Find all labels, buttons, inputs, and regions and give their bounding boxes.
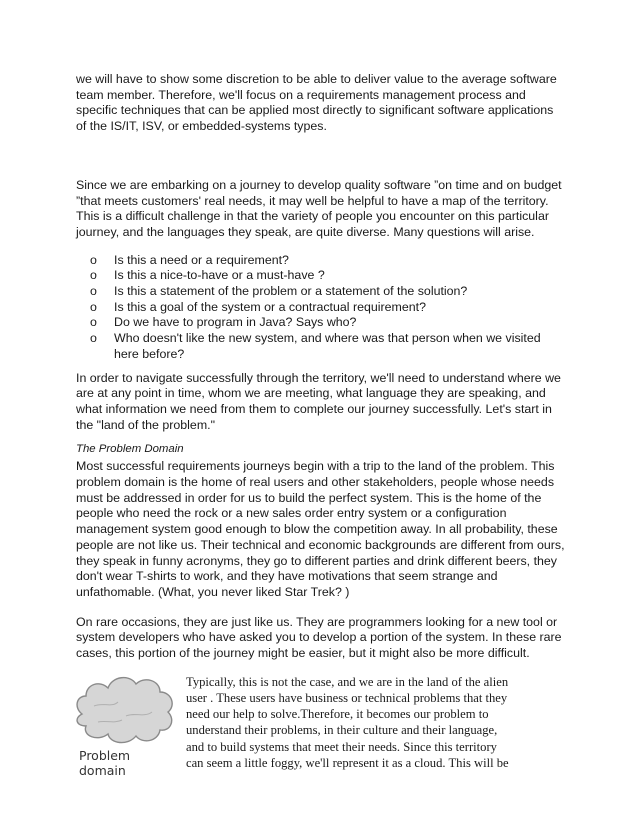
problem-domain-figure <box>68 672 180 778</box>
list-item: o Do we have to program in Java? Says who? <box>90 315 357 330</box>
paragraph-rare-occasions: On rare occasions, they are just like us. They are programmers looking for a new tool or system developers who have asked you to develop a portion of the system. In these rare cases, this portion of the journey might be easier, but it might also be more difficult. <box>76 614 562 661</box>
bullet-marker: o <box>90 299 97 314</box>
list-item: o Is this a goal of the system or a contractual requirement? <box>90 299 426 314</box>
bullet-marker: o <box>90 331 97 346</box>
list-item: o Who doesn't like the new system, and where was that person when we visited here before? <box>90 331 541 361</box>
list-item: o Is this a nice-to-have or a must-have ? <box>90 268 325 283</box>
bullet-marker: o <box>90 268 97 283</box>
list-item: o Is this a need or a requirement? <box>90 252 289 267</box>
paragraph-navigate: In order to navigate successfully through the territory, we'll need to understand where we are at any point in time, whom we are meeting, what language they are speaking, and what information we need from them to complete our journey successfully. Let's start in the "land of the problem." <box>76 370 561 432</box>
bullet-marker: o <box>90 252 97 267</box>
document-page <box>76 72 566 782</box>
figure-caption: Problem domain <box>79 747 131 778</box>
bullet-marker: o <box>90 315 97 330</box>
figure-row <box>76 672 566 782</box>
paragraph-problem-domain: Most successful requirements journeys begin with a trip to the land of the problem. This problem domain is the home of real users and other stakeholders, people whose needs must be addressed in order for us to build the perfect system. This is the home of the people who need the rock or a new sales order entry system or a configuration management system good enough to blow the competition away. In all probability, these people are not like us. Their technical and economic backgrounds are different from ours, they speak in funny acronyms, they go to different parties and drink different beers, they don't wear T-shirts to work, and they have motivations that seem strange and unfathomable. (What, you never liked Star Trek? ) <box>76 459 565 599</box>
section-heading: The Problem Domain <box>76 443 184 456</box>
cloud-icon <box>68 672 180 752</box>
paragraph-intro: we will have to show some discretion to be able to deliver value to the average software team member. Therefore, we'll focus on a requirements management process and specific techniques that can be applied most directly to significant software applications of the IS/IT, ISV, or embedded-systems types. <box>76 72 557 134</box>
paragraph-journey: Since we are embarking on a journey to develop quality software ”on time and on budget ”that meets customers' real needs, it may well be helpful to have a map of the territory. This is a difficult challenge in that the variety of people you encounter on this particular journey, and the languages they speak, are quite diverse. Many questions will arise. <box>76 177 562 239</box>
list-item: o Is this a statement of the problem or a statement of the solution? <box>90 284 468 299</box>
bullet-marker: o <box>90 284 97 299</box>
questions-list <box>76 253 566 363</box>
paragraph-alien-user: Typically, this is not the case, and we are in the land of the alien user . These users have business or technical problems that they need our help to solve.Therefore, it becomes our problem to understand their problems, in their culture and their language, and to build systems that meet their needs. Since this territory can seem a little foggy, we'll represent it as a cloud. This will be <box>186 674 509 770</box>
